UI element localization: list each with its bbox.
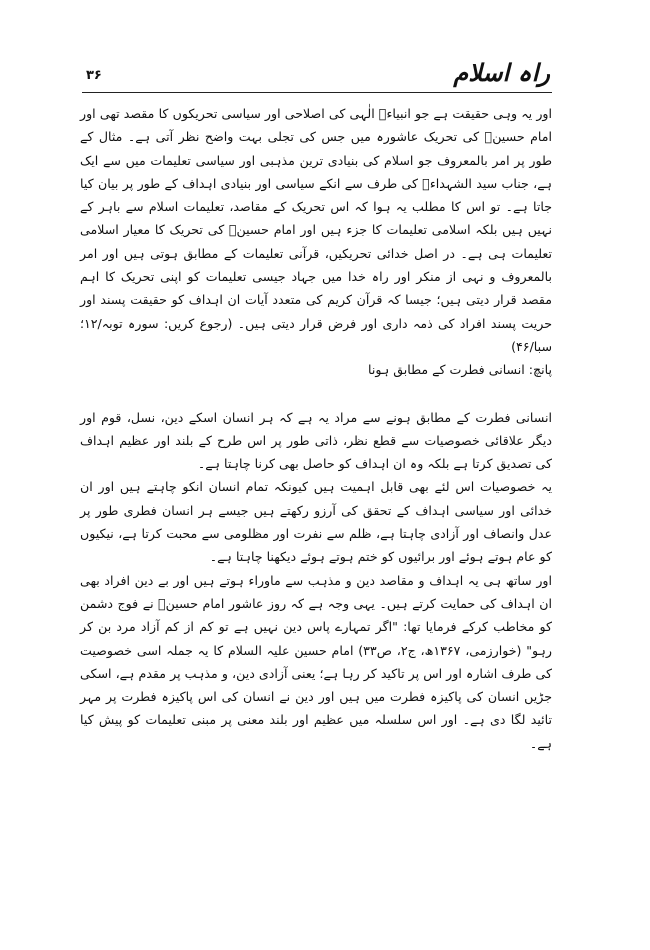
- paragraph: اور یہ وہی حقیقت ہے جو انبیاءؑ الٰہی کی اصلاحی اور سیاسی تحریکوں کا مقصد تھی اور امام حسینؑ کی تحریک عاشورہ میں جس کی تجلی بہت واضح نظر آتی ہے۔ مثال کے طور پر امر بالمعروف جو اسلام کی بنیادی ترین مذہبی اور سیاسی تعلیمات میں سے ایک ہے، جناب سید الشہداءؑ کی طرف سے انکے سیاسی اور بنیادی اہداف کے طور پر بیان کیا جاتا ہے۔ تو اس کا مطلب یہ ہوا کہ اس تحریک کے مقاصد، تعلیمات اسلام سے باہر کے نہیں ہیں بلکہ اسلامی تعلیمات کا جزء ہیں اور امام حسینؑ کی تحریک کا معیار اسلامی تعلیمات ہی ہے۔ در اصل خدائی تحریکیں، قرآنی تعلیمات کے مطابق ہوتی ہیں اور امر بالمعروف و نہی از منکر اور راہ خدا میں جہاد جیسی تعلیمات کو اپنی تحریک کا اہم مقصد قرار دیتی ہیں؛ جیسا کہ قرآن کریم کی متعدد آیات ان اہداف کو حقیقت پسند اور حریت پسند افراد کی ذمہ داری اور فرض قرار دیتی ہیں۔ (رجوع کریں: سورہ توبہ/۱۲؛ سبا/۴۶): [80, 106, 552, 354]
- page-number: ۳۶: [86, 68, 102, 83]
- running-title: راہ اسلام: [453, 58, 550, 87]
- paragraph: انسانی فطرت کے مطابق ہونے سے مراد یہ ہے کہ ہر انسان اسکے دین، نسل، قوم اور دیگر علاقائی خصوصیات سے قطع نظر، ذاتی طور پر اس طرح کے بلند اور عظیم اہداف کی تصدیق کرتا ہے بلکہ وہ ان اہداف کو حاصل بھی کرنا چاہتا ہے۔: [80, 409, 552, 472]
- header-rule: [82, 92, 552, 93]
- paragraph: اور ساتھ ہی یہ اہداف و مقاصد دین و مذہب سے ماوراء ہوتے ہیں اور بے دین افراد بھی ان اہداف کی حمایت کرتے ہیں۔ یہی وجہ ہے کہ روز عاشور امام حسینؑ نے فوج دشمن کو مخاطب کرکے فرمایا تھا: "اگر تمہارے پاس دین نہیں ہے تو کم از کم آزاد مرد بن کر رہو" (خوارزمی، ۱۳۶۷ھ، ج۲، ص۳۳) امام حسین علیہ السلام کا یہ جملہ اسی خصوصیت کی طرف اشارہ اور اس پر تاکید کر رہا ہے؛ یعنی آزادی دین، و مذہب پر مقدم ہے، اسکی جڑیں انسان کی پاکیزہ فطرت میں ہیں اور دین نے انسان کی اس پاکیزہ فطرت پر مہر تائید لگا دی ہے۔ اور اس سلسلہ میں عظیم اور بلند معنی پر مبنی تعلیمات کو پیش کیا ہے۔: [80, 572, 552, 751]
- page-header: [82, 60, 552, 92]
- paragraph: یہ خصوصیات اس لئے بھی قابل اہمیت ہیں کیونکہ تمام انسان انکو چاہتے ہیں اور ان خدائی اور سیاسی اہداف کے تحقق کی آرزو رکھتے ہیں جیسے ہر انسان فطری طور پر عدل وانصاف اور آزادی چاہتا ہے، ظلم سے نفرت اور مظلومی سے محبت کرتا ہے، نیکیوں کو عام ہوتے ہوئے اور برائیوں کو ختم ہوتے ہوئے دیکھنا چاہتا ہے۔: [80, 479, 552, 565]
- body-text: [80, 102, 552, 755]
- section-heading: پانچ: انسانی فطرت کے مطابق ہونا: [368, 362, 552, 378]
